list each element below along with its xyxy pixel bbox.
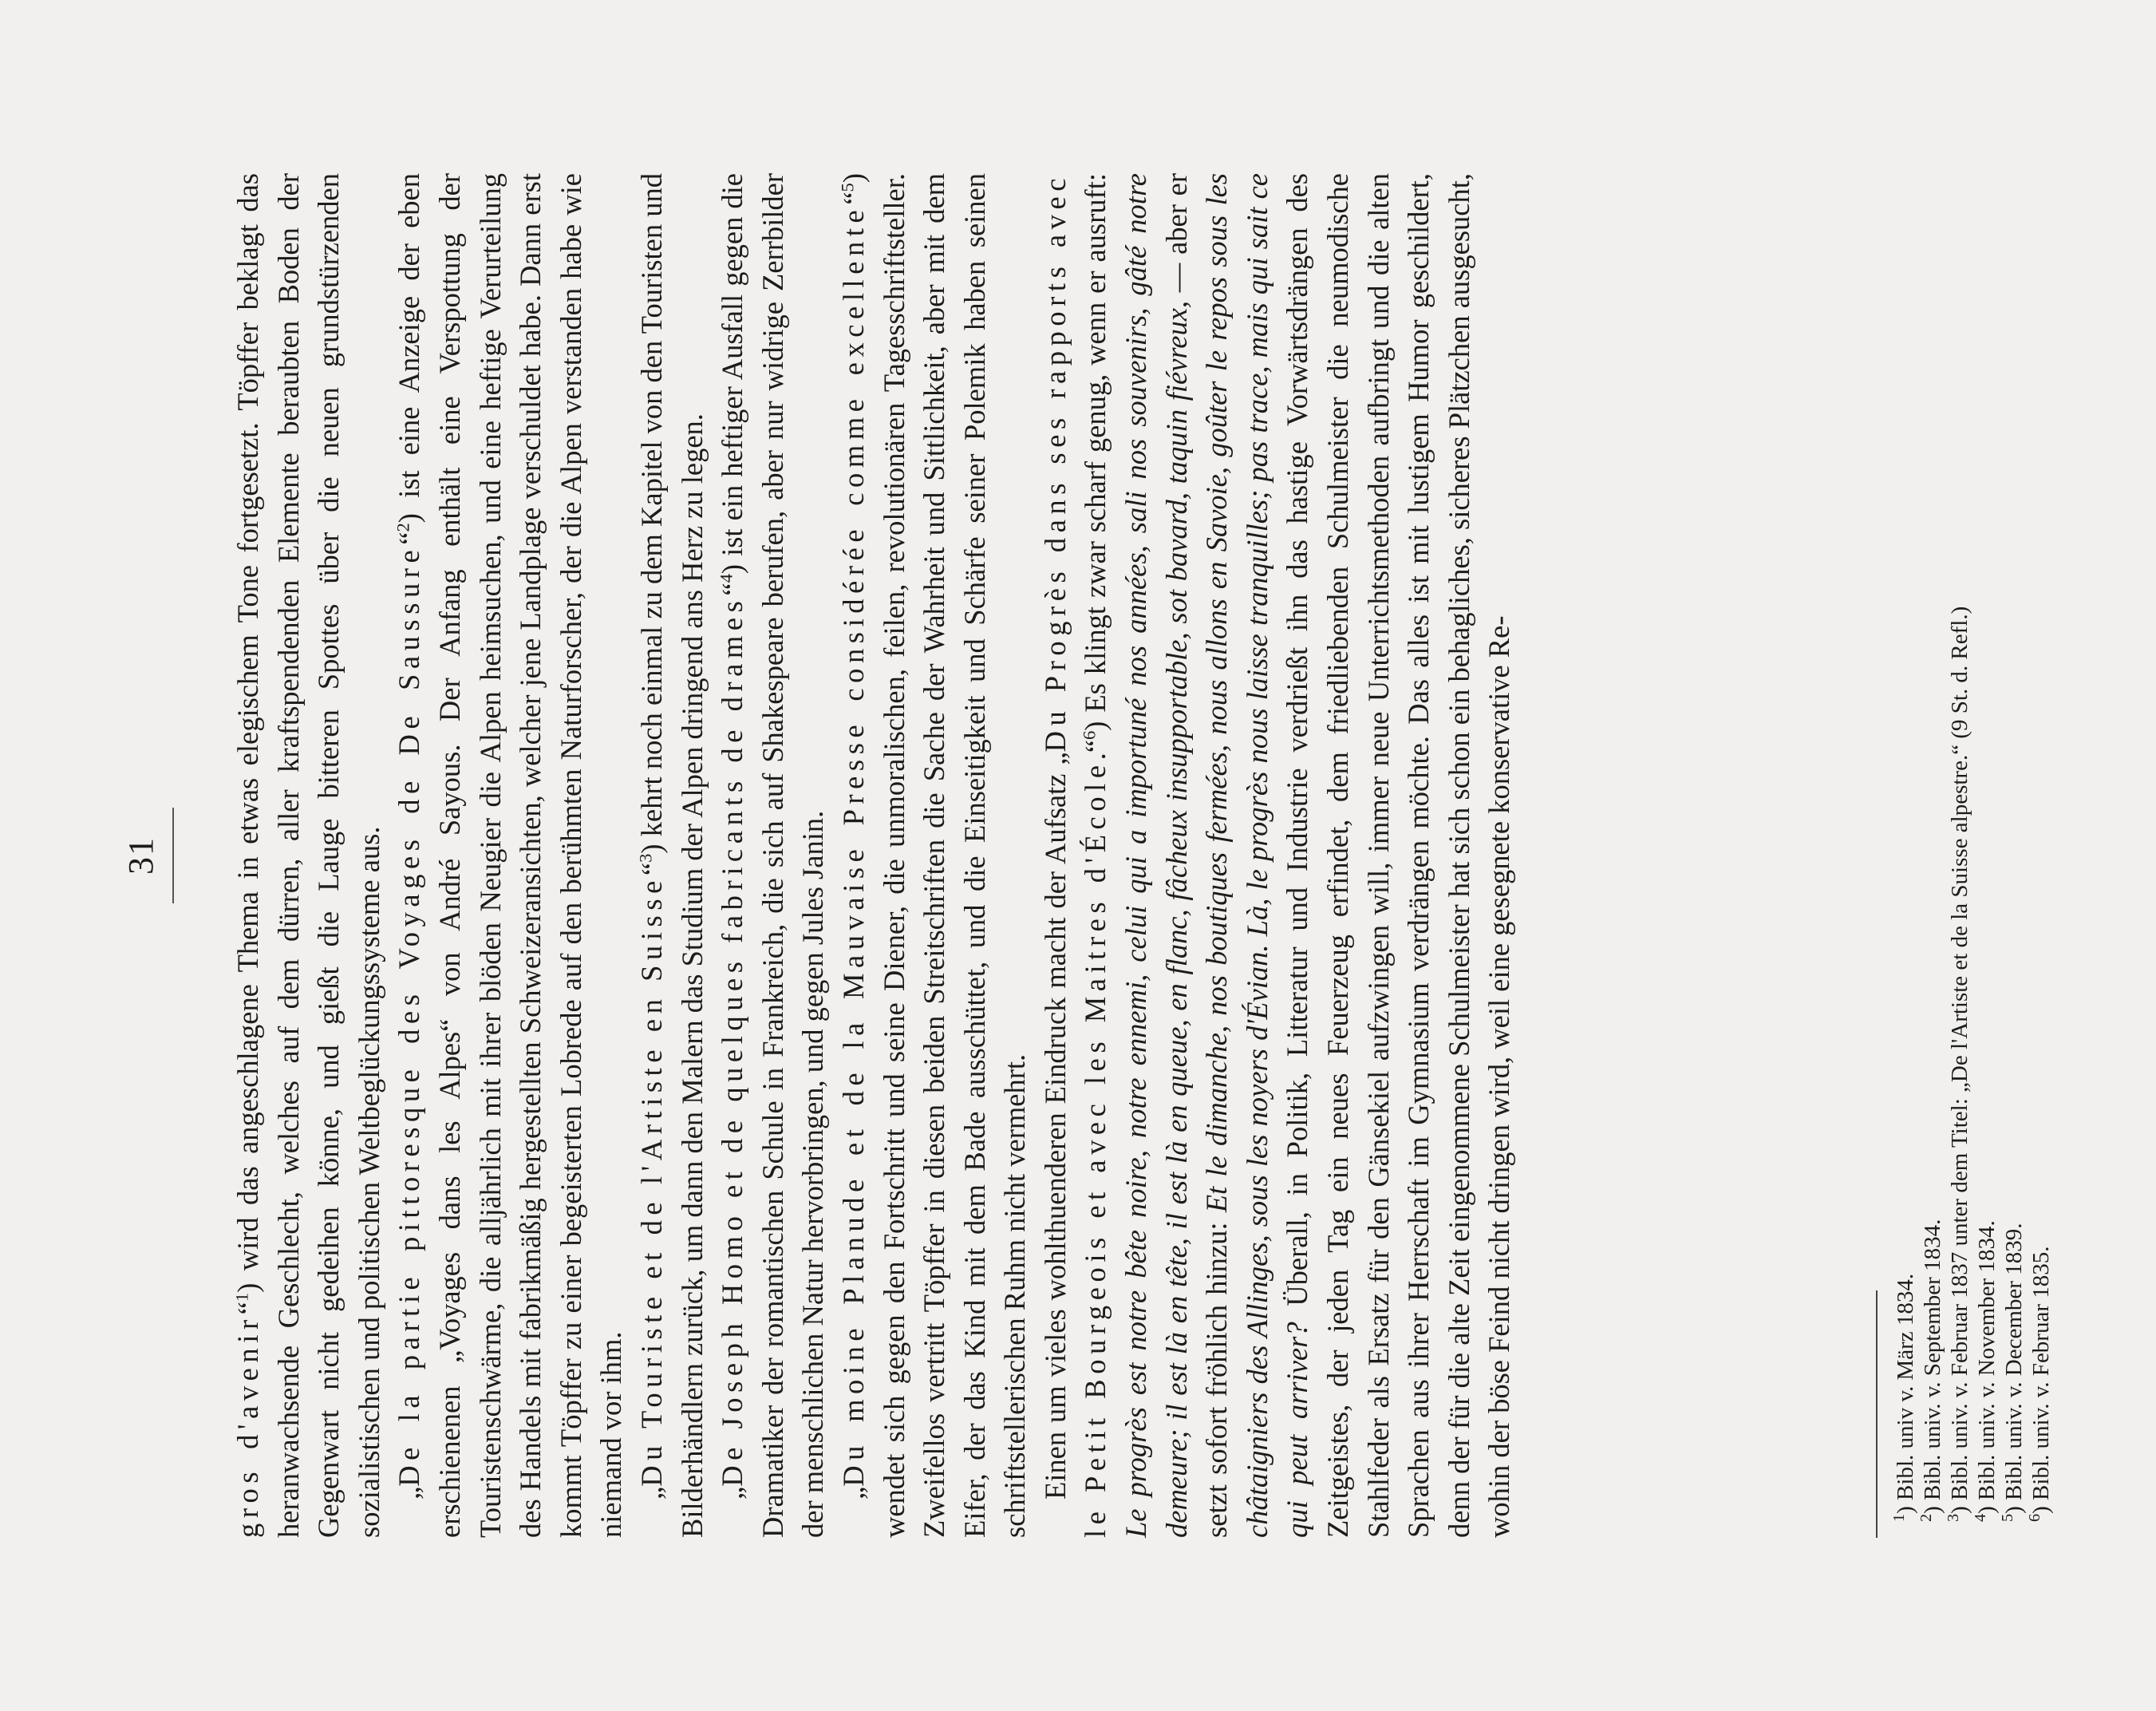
footnote-number: 2 — [1917, 1513, 1935, 1522]
footnote — [1889, 245, 1919, 1522]
paragraph — [389, 173, 632, 1538]
body-text — [228, 173, 1520, 1538]
italic-quote: Le progrès est notre bête noire, notre ennemi, celui qui a importuné nos années, sali nos souvenirs, gâté notre demeure; il est là en tête, il est là en queue, en flanc, fâcheux insupportable, sot bavard, taquin fiévreux, — [1119, 173, 1193, 1538]
paragraph — [228, 173, 389, 1538]
footnote-text: Bibl. univ. v. Februar 1837 unter dem Titel: „De l'Artiste et de la Suisse alpestre.“ (9 St. d. Refl.) — [1947, 606, 1972, 1500]
paragraph — [834, 173, 1036, 1538]
footnote-text: Bibl. univ. v. September 1834. — [1920, 1219, 1945, 1500]
text-segment: ) Es klingt zwar scharf genug, wenn er ausruft: — [1079, 173, 1112, 731]
footnote-paren: ) — [2028, 1500, 2054, 1514]
paragraph — [1036, 173, 1520, 1538]
text-segment: Einen um vieles wohlthuenderen Eindruck macht der Aufsatz „ — [1038, 752, 1072, 1500]
spaced-title: gros d'avenir — [231, 1314, 264, 1538]
footnote — [1946, 245, 1973, 1522]
footnote-text: Bibl. univ. v. November 1834. — [1974, 1220, 2000, 1500]
text-segment: „ — [716, 1486, 749, 1500]
footnote-paren: ) — [1920, 1500, 1945, 1514]
text-segment: “ — [836, 192, 870, 205]
footnote-marker: 4 — [716, 574, 736, 583]
page-number: 31 — [121, 836, 160, 875]
footnote-text: Bibl. univ v. März 1834. — [1893, 1273, 1918, 1500]
spaced-title: De Joseph Homo et de quelques fabricants de drames — [716, 595, 749, 1487]
header-rule — [172, 808, 174, 903]
footnote-text: Bibl. univ. v. December 1839. — [2001, 1223, 2027, 1500]
footnote-marker: 6 — [1080, 730, 1100, 741]
text-segment: ) ist eine Anzeige der eben erschienenen „Voyages dans les Alpes“ von André Sayous. Der Anfang enthält eine Verspottung der Touristenschwärme, die alljährlich mit ihrer blöden Neugier die Alpen heimsuchen, und eine heftige Verurteilung des Handels mit fabrikmäßig hergestellten Schweizeransichten, welcher jene Landplage verschuldet habe. Dann erst kommt Töpffer zu einer begeisterten Lobrede auf den berühmten Naturforscher, der die Alpen verstanden habe wie niemand vor ihm. — [393, 173, 628, 1538]
footnote-number: 4 — [1971, 1513, 1989, 1522]
footnote-number: 1 — [1889, 1513, 1908, 1522]
text-segment: ) kehrt noch einmal zu dem Kapitel von den Touristen und Bilderhändlern zurück, um dann den Malern das Studium der Alpen dringend ans Herz zu legen. — [634, 173, 709, 1538]
footnote — [2000, 245, 2028, 1522]
footnote-number: 5 — [1998, 1513, 2016, 1522]
spaced-title: Du Progrès dans ses rapports avec le Petit Bourgeois et avec les Maitres d'École — [1038, 172, 1112, 1538]
footnote — [1919, 245, 1946, 1522]
text-segment: ) wird das angeschlagene Thema in etwas elegischem Tone fortgesetzt. Töpffer beklagt das heranwachsende Geschlecht, welches auf dem dürren, aller kraftspendenden Elemente beraubten Boden der Gegenwart nicht gedeihen könne, und gießt die Lauge bitteren Spottes über die neuen grundstürzenden sozialistischen und politischen Weltbeglückungssysteme aus. — [231, 173, 385, 1538]
footnote-paren: ) — [2001, 1500, 2027, 1514]
footnote-number: 6 — [2025, 1513, 2043, 1522]
text-segment: .“ — [1079, 740, 1112, 761]
text-segment: „ — [836, 1486, 870, 1500]
footnote-text: Bibl. univ. v. Februar 1835. — [2028, 1246, 2054, 1500]
footnote-number: 3 — [1944, 1513, 1962, 1522]
text-segment: „ — [634, 1486, 668, 1500]
footnote-paren: ) — [1893, 1500, 1918, 1514]
text-segment: ) ist ein heftiger Ausfall gegen die Dramatiker der romantischen Schule in Frankreich, die sich auf Shakespeare berufen, aber nur widrige Zerrbilder der menschlichen Natur hervorbringen, und gegen Jules Janin. — [716, 173, 830, 1538]
footnote-marker: 1 — [231, 1292, 252, 1302]
footnote-marker: 5 — [837, 183, 858, 192]
text-segment: “ — [634, 862, 668, 876]
text-segment: „ — [393, 1486, 426, 1500]
footnote-paren: ) — [1974, 1500, 2000, 1514]
footnote — [2025, 245, 2055, 1522]
text-segment: Überall, in Politik, Litteratur und Industrie verdrießt ihn das hastige Vorwärtsdrängen des Zeitgeistes, der jeden Tag ein neues Feuerzeug erfindet, dem friedliebenden Schulmeister die neumodische Stahlfeder als Ersatz für den Gänsekiel aufzwingen will, immer neue Unterrichtsmethoden aufbringt und die alten Sprachen aus ihrer Herrschaft im Gymnasium verdrängen möchte. Das alles ist mit lustigem Humor geschildert, denn der für die alte Zeit eingenommene Schulmeister hat sich schon ein behagliches, sicheres Plätzchen ausgesucht, wohin der böse Feind nicht dringen wird, weil eine gesegnete konservative Re- — [1281, 173, 1516, 1538]
rotated-page — [65, 34, 2139, 1677]
paragraph — [713, 173, 834, 1538]
text-segment: ) wendet sich gegen den Fortschritt und seine Diener, die unmoralischen, feilen, revolutionären Tagesschriftsteller. Zweifellos vertritt Töpffer in diesen beiden Streitschriften die Sache der Wahrheit und Sittlichkeit, aber mit dem Eifer, der das Kind mit dem Bade ausschüttet, und die Einseitigkeit und Schärfe seiner Polemik haben seinen schriftstellerischen Ruhm nicht vermehrt. — [836, 173, 1032, 1538]
text-segment: “ — [393, 531, 426, 545]
text-segment: — aber er setzt sofort fröhlich hinzu: — [1159, 173, 1234, 1538]
italic-quote: Et le dimanche, nos boutiques fermées, nous allons en Savoie, goûter le repos sous les châtaigniers des Allinges, sous les noyers d'Évian. Là, le progrès nous laisse tranquilles; pas trace, mais qui sait ce qui peut arriver? — [1200, 173, 1314, 1538]
footnotes — [1889, 245, 2055, 1522]
footnote-rule — [1876, 1290, 1878, 1538]
footnote-paren: ) — [1947, 1500, 1972, 1514]
text-segment: “ — [716, 583, 749, 596]
footnote-marker: 2 — [393, 523, 413, 532]
spaced-title: Du moine Planude et de la Mauvaise Presse considérée comme excellente — [836, 204, 870, 1487]
footnote — [1973, 245, 2000, 1522]
spaced-title: Du Touriste et de l'Artiste en Suisse — [634, 875, 668, 1487]
spaced-title: De la partie pittoresque des Voyages de De Saussure — [393, 544, 426, 1487]
text-segment: “ — [231, 1302, 264, 1315]
paragraph — [632, 173, 713, 1538]
footnote-marker: 3 — [635, 853, 656, 863]
